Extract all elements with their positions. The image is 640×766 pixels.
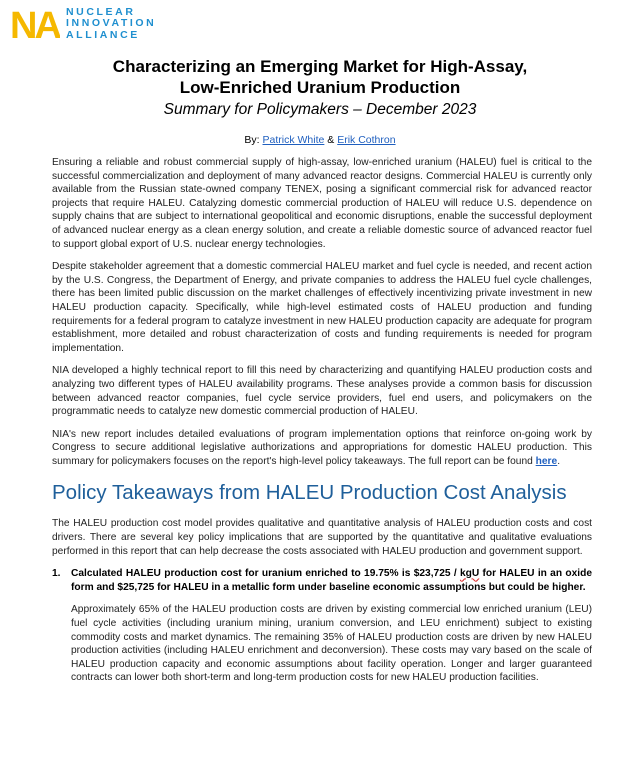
author-line (0, 134, 640, 146)
document-header (0, 56, 640, 146)
author-ampersand: & (327, 134, 335, 146)
nia-logo (10, 6, 156, 42)
takeaway-1-text-b: for HALEU in an oxide form and $25,725 for HALEU in a metallic form under baseline economic assumptions but could be higher. (71, 568, 592, 593)
paragraph-1: Ensuring a reliable and robust commercial supply of high-assay, low-enriched uranium (HALEU) fuel is critical to the successful commercialization and deployment of many advanced reactor designs. Commercial HALEU is currently only available from the Russian state-owned company TENEX, posing a significant commercial risk for advanced reactor projects that require HALEU. Catalyzing domestic commercial production of HALEU will reduce U.S. dependence on supply chains that are subject to international geopolitical and economic disruptions, enable the successful deployment of advanced nuclear energy as a clean energy solution, and create a reliable domestic source of advanced reactor fuel to support global export of U.S. nuclear energy technologies. (52, 157, 592, 250)
document-subtitle: Summary for Policymakers – December 2023 (163, 101, 477, 118)
takeaway-1-unit: kgU (459, 568, 480, 580)
nia-logo-mark-icon (10, 6, 60, 42)
author-link-patrick-white[interactable]: Patrick White (262, 134, 325, 146)
full-report-link[interactable]: here (535, 455, 558, 467)
paragraph-4 (52, 428, 592, 469)
document-title-line-2: Low-Enriched Uranium Production (179, 78, 461, 97)
by-label: By: (244, 134, 260, 146)
paragraph-4-text: NIA's new report includes detailed evaluations of program implementation options that reinforce on-going work by Congress to secure additional legislative authorizations and appropriations for domestic HALEU production. This summary for policymakers focuses on the report's high-level policy takeaways. The full report can be found (52, 428, 592, 467)
takeaway-1 (52, 567, 592, 594)
paragraph-3: NIA developed a highly technical report to fill this need by characterizing and quantifying HALEU production costs and analyzing two different types of HALEU availability programs. These analyses provide a common basis for discussion between advanced reactor companies, fuel cycle service providers, fuel end users, and policymakers on the programmatic needs to catalyze new domestic commercial production of HALEU. (52, 365, 592, 418)
paragraph-2: Despite stakeholder agreement that a domestic commercial HALEU market and fuel cycle is needed, and recent action by the U.S. Congress, the Department of Energy, and private companies to address the HALEU fuel cycle challenges, there has been limited public discussion on the market challenges of effectively incentivizing private investment in new HALEU production capacity. Specifically, while high-level estimated costs of HALEU production and funding requirements for a federal program to catalyze investment in new HALEU production capacity are adequate for program establishment, more detailed and robust characterization of costs and funding requirements is needed for program implementation. (52, 261, 592, 354)
takeaway-1-body: Approximately 65% of the HALEU production costs are driven by existing commercial low enriched uranium (LEU) fuel cycle activities (including uranium mining, uranium conversion, and LEU enrichment) subject to existing commodity costs and market dynamics. The remaining 35% of HALEU production costs are driven by new HALEU production activities (including HALEU enrichment and deconversion). These costs may vary based on the scale of HALEU production capacity and economic assumptions about facility operation. Longer and larger guaranteed contracts can lower both short-term and long-term production costs for new HALEU production facilities. (71, 604, 592, 684)
takeaway-1-text-a: Calculated HALEU production cost for uranium enriched to 19.75% is $23,725 / (71, 568, 460, 580)
logo-line-1: NUCLEAR (66, 5, 136, 18)
logo-line-3: ALLIANCE (66, 28, 140, 41)
section-heading: Policy Takeaways from HALEU Production Cost Analysis (52, 481, 567, 505)
section-intro: The HALEU production cost model provides qualitative and quantitative analysis of HALEU production costs and cost drivers. There are several key policy implications that are supported by the quantitative and qualitative evaluations performed in this report that can help decrease the costs associated with HALEU production and government support. (52, 518, 592, 557)
logo-wordmark (66, 7, 156, 42)
author-link-erik-cothron[interactable]: Erik Cothron (337, 134, 396, 146)
takeaway-1-number: 1. (52, 568, 61, 580)
logo-line-2: INNOVATION (66, 17, 157, 30)
document-title-line-1: Characterizing an Emerging Market for High-Assay, (112, 57, 528, 76)
paragraph-4-end: . (557, 455, 561, 467)
document-body (52, 156, 592, 694)
takeaway-1-heading (71, 567, 592, 594)
logo-initials: NA (10, 6, 59, 42)
